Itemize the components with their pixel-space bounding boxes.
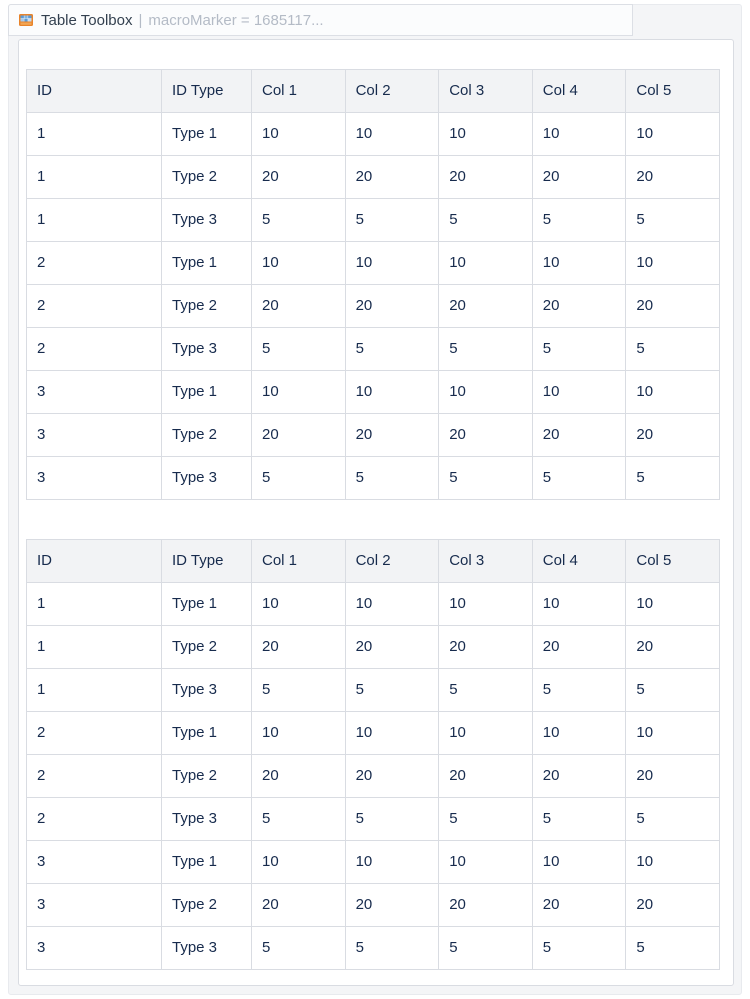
table-cell: Type 2: [162, 285, 252, 328]
column-header: ID Type: [162, 70, 252, 113]
table-row: [27, 285, 720, 328]
table-cell: 20: [532, 884, 626, 927]
table-cell: 5: [532, 798, 626, 841]
table-cell: 20: [439, 285, 533, 328]
table-cell: 20: [532, 156, 626, 199]
table-cell: Type 2: [162, 626, 252, 669]
table-cell: Type 1: [162, 113, 252, 156]
table-cell: 10: [345, 712, 439, 755]
table-cell: 5: [252, 669, 346, 712]
table-cell: 5: [252, 798, 346, 841]
table-row: [27, 626, 720, 669]
table-cell: 20: [626, 755, 720, 798]
table-cell: 20: [439, 156, 533, 199]
table-toolbox-icon: [18, 12, 34, 28]
table-cell: 5: [439, 328, 533, 371]
table-cell: 5: [345, 457, 439, 500]
table-cell: 2: [27, 285, 162, 328]
table-cell: 20: [439, 884, 533, 927]
table-toolbox-macro-container: [8, 4, 742, 995]
table-row: [27, 371, 720, 414]
table-cell: 20: [252, 156, 346, 199]
table-cell: 10: [252, 242, 346, 285]
table-cell: 2: [27, 712, 162, 755]
table-cell: 5: [626, 927, 720, 970]
table-cell: 5: [345, 328, 439, 371]
column-header: Col 3: [439, 540, 533, 583]
table-cell: 20: [439, 414, 533, 457]
table-cell: Type 1: [162, 371, 252, 414]
table-row: [27, 583, 720, 626]
table-cell: 2: [27, 755, 162, 798]
table-row: [27, 755, 720, 798]
table-cell: 20: [626, 156, 720, 199]
table-cell: Type 3: [162, 798, 252, 841]
table-cell: 5: [439, 798, 533, 841]
column-header: Col 2: [345, 70, 439, 113]
table-row: [27, 669, 720, 712]
table-cell: 2: [27, 328, 162, 371]
table-cell: 5: [439, 199, 533, 242]
table-cell: 10: [532, 712, 626, 755]
table-cell: 5: [252, 328, 346, 371]
table-cell: 1: [27, 626, 162, 669]
table-cell: 20: [626, 884, 720, 927]
table-cell: Type 2: [162, 156, 252, 199]
table-cell: 20: [345, 414, 439, 457]
table-cell: 3: [27, 884, 162, 927]
table-cell: Type 3: [162, 457, 252, 500]
table-cell: 20: [532, 626, 626, 669]
table-row: [27, 199, 720, 242]
column-header: Col 5: [626, 70, 720, 113]
table-cell: 3: [27, 841, 162, 884]
table-cell: 20: [532, 755, 626, 798]
table-cell: 3: [27, 414, 162, 457]
macro-separator: |: [138, 11, 143, 29]
table-cell: 10: [345, 242, 439, 285]
table-row: [27, 242, 720, 285]
table-cell: 10: [626, 113, 720, 156]
table-cell: 5: [626, 328, 720, 371]
table-cell: 10: [532, 583, 626, 626]
table-cell: 5: [532, 328, 626, 371]
table-cell: 10: [626, 583, 720, 626]
column-header: Col 1: [252, 540, 346, 583]
header-row: [27, 70, 720, 113]
table-cell: 20: [252, 414, 346, 457]
table-row: [27, 414, 720, 457]
table-cell: Type 3: [162, 927, 252, 970]
table-cell: 20: [626, 626, 720, 669]
macro-header-bar[interactable]: [8, 4, 633, 36]
table-cell: 10: [252, 841, 346, 884]
table-cell: 20: [345, 755, 439, 798]
table-cell: 5: [252, 457, 346, 500]
table-cell: 3: [27, 457, 162, 500]
table-cell: 10: [345, 583, 439, 626]
table-cell: 1: [27, 113, 162, 156]
table-cell: 3: [27, 371, 162, 414]
table-cell: 20: [626, 414, 720, 457]
table-cell: 10: [252, 113, 346, 156]
table-row: [27, 156, 720, 199]
header-row: [27, 540, 720, 583]
table-cell: 10: [345, 371, 439, 414]
column-header: Col 4: [532, 540, 626, 583]
table-cell: Type 3: [162, 328, 252, 371]
column-header: ID Type: [162, 540, 252, 583]
macro-body-panel: [18, 39, 734, 986]
table-cell: 2: [27, 242, 162, 285]
table-cell: 5: [439, 669, 533, 712]
table-cell: Type 1: [162, 841, 252, 884]
table-cell: 20: [252, 884, 346, 927]
table-cell: 5: [345, 927, 439, 970]
table-cell: Type 2: [162, 414, 252, 457]
table-cell: 10: [532, 242, 626, 285]
table-cell: 20: [252, 285, 346, 328]
table-cell: 1: [27, 583, 162, 626]
table-cell: 5: [626, 798, 720, 841]
table-cell: 20: [532, 285, 626, 328]
table-cell: 20: [345, 285, 439, 328]
table-cell: 5: [345, 199, 439, 242]
table-cell: 10: [626, 841, 720, 884]
table-cell: 2: [27, 798, 162, 841]
table-cell: 5: [345, 669, 439, 712]
column-header: Col 1: [252, 70, 346, 113]
column-header: Col 5: [626, 540, 720, 583]
table-cell: Type 3: [162, 669, 252, 712]
table-cell: 10: [252, 712, 346, 755]
table-cell: 10: [626, 712, 720, 755]
table-cell: 5: [252, 199, 346, 242]
table-cell: 5: [532, 669, 626, 712]
table-cell: 20: [345, 626, 439, 669]
table-row: [27, 841, 720, 884]
table-cell: 5: [626, 199, 720, 242]
table-cell: 20: [532, 414, 626, 457]
table-cell: 5: [439, 927, 533, 970]
table-cell: 10: [345, 841, 439, 884]
table-cell: 20: [345, 156, 439, 199]
table-cell: 10: [532, 371, 626, 414]
table-cell: 10: [439, 712, 533, 755]
table-cell: 10: [345, 113, 439, 156]
column-header: Col 2: [345, 540, 439, 583]
table-cell: 5: [626, 457, 720, 500]
table-cell: 5: [532, 199, 626, 242]
table-cell: 5: [626, 669, 720, 712]
table-cell: 1: [27, 199, 162, 242]
table-cell: Type 1: [162, 712, 252, 755]
table-cell: 10: [626, 242, 720, 285]
table-cell: 10: [439, 113, 533, 156]
table-cell: 5: [345, 798, 439, 841]
macro-param-text: macroMarker = 1685117...: [148, 11, 324, 29]
table-cell: 5: [532, 457, 626, 500]
table-cell: 20: [626, 285, 720, 328]
table-cell: 10: [532, 841, 626, 884]
table-cell: Type 3: [162, 199, 252, 242]
table-cell: 10: [532, 113, 626, 156]
table-cell: 10: [439, 583, 533, 626]
table-row: [27, 798, 720, 841]
column-header: ID: [27, 540, 162, 583]
table-cell: 20: [345, 884, 439, 927]
table-cell: 5: [439, 457, 533, 500]
data-table-2: [26, 539, 720, 970]
column-header: ID: [27, 70, 162, 113]
table-row: [27, 884, 720, 927]
table-cell: 1: [27, 156, 162, 199]
table-cell: 10: [439, 242, 533, 285]
table-cell: Type 1: [162, 242, 252, 285]
table-cell: 10: [626, 371, 720, 414]
table-cell: 20: [252, 755, 346, 798]
macro-title: Table Toolbox: [41, 11, 133, 29]
table-cell: 10: [439, 371, 533, 414]
table-row: [27, 113, 720, 156]
table-cell: 1: [27, 669, 162, 712]
column-header: Col 3: [439, 70, 533, 113]
table-cell: 10: [439, 841, 533, 884]
table-row: [27, 927, 720, 970]
table-cell: 10: [252, 583, 346, 626]
table-cell: 20: [439, 626, 533, 669]
table-cell: 5: [532, 927, 626, 970]
table-cell: 5: [252, 927, 346, 970]
table-cell: 3: [27, 927, 162, 970]
table-row: [27, 712, 720, 755]
column-header: Col 4: [532, 70, 626, 113]
table-cell: 20: [439, 755, 533, 798]
table-row: [27, 457, 720, 500]
table-row: [27, 328, 720, 371]
table-cell: Type 2: [162, 755, 252, 798]
table-cell: Type 1: [162, 583, 252, 626]
table-cell: 10: [252, 371, 346, 414]
table-cell: Type 2: [162, 884, 252, 927]
table-cell: 20: [252, 626, 346, 669]
data-table-1: [26, 69, 720, 500]
